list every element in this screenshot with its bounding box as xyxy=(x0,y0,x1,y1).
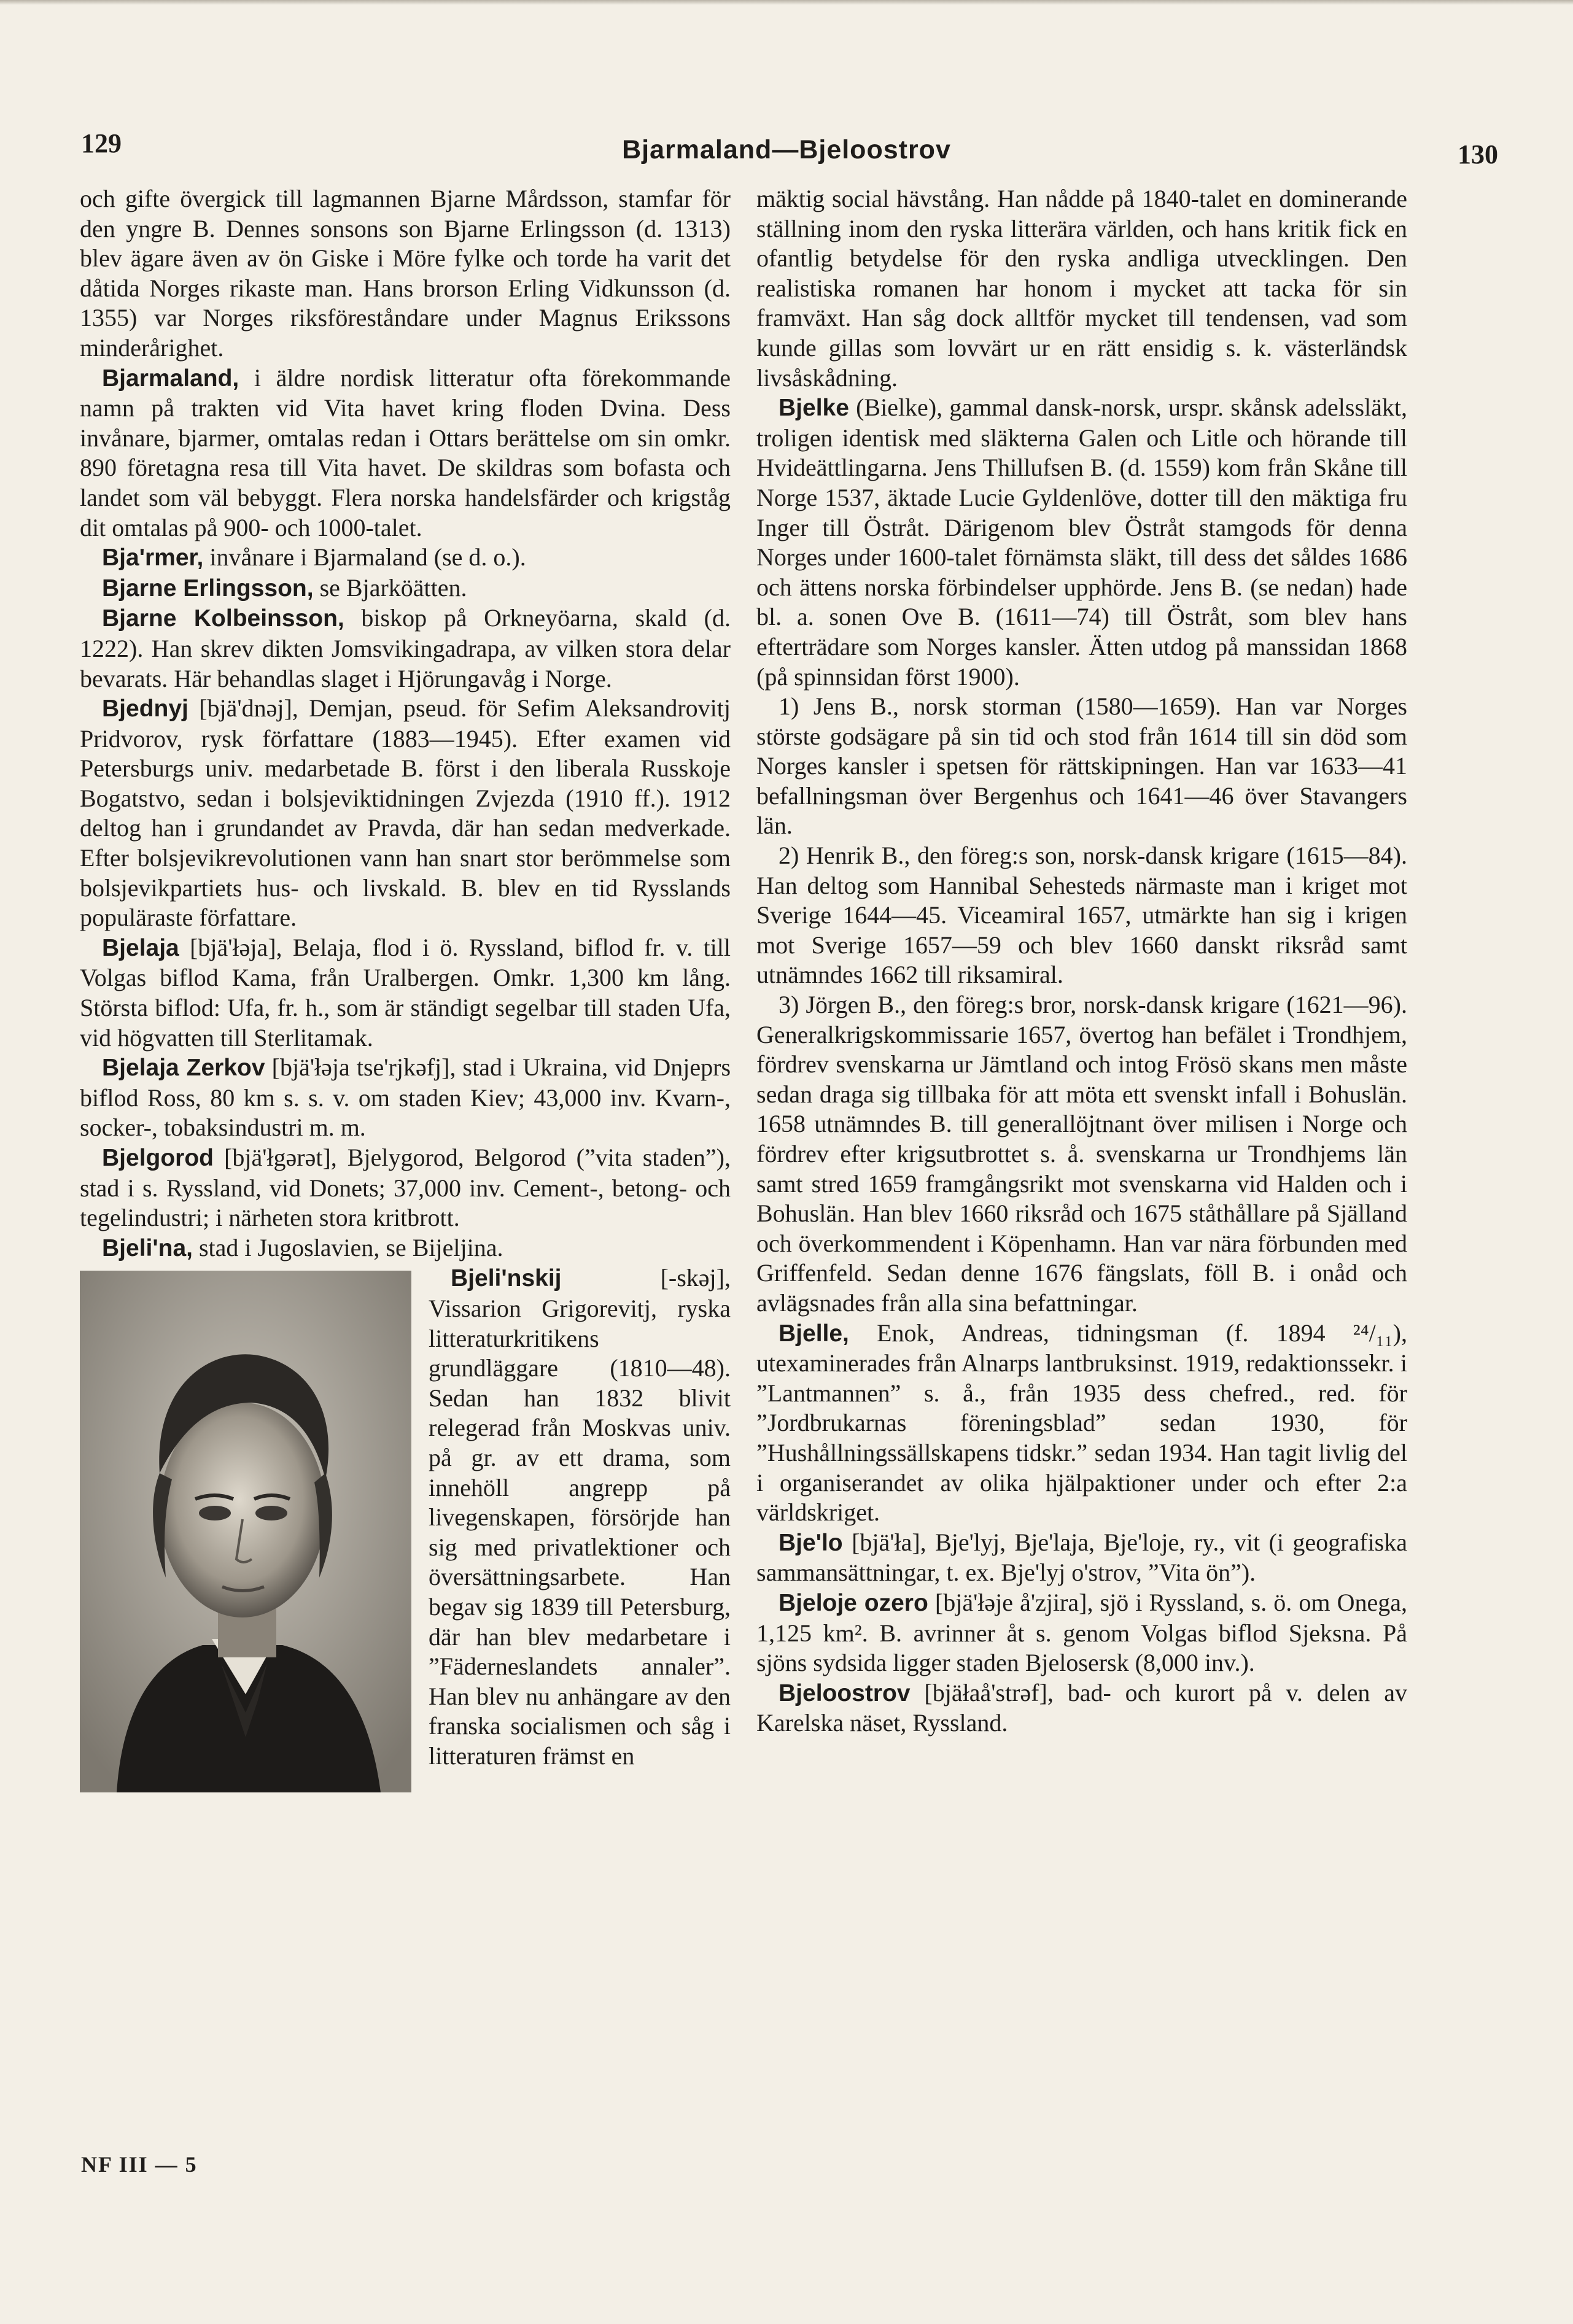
entry-text: Enok, Andreas, tidningsman (f. 1894 ²⁴/₁₁), utexaminerades från Alnarps lantbruksinst. 1919, redaktionssekr. i ”Lantmannen” s. å., från 1935 dess chefred., red. för ”Jordbrukarnas föreningsblad” sedan 1930, för ”Hushållningssällskapens tidskr.” sedan 1934. Han tagit livlig del i organiserandet av olika hjälpaktioner under och efter 2:a världskriget. xyxy=(756,1319,1407,1527)
entry-bjelgorod xyxy=(80,1143,731,1233)
left-column xyxy=(80,184,731,1796)
entry-bjelina xyxy=(80,1233,731,1264)
entry-text: [bjä'dnəj], Demjan, pseud. för Sefim Aleksandrovitj Pridvorov, rysk författare (1883—1945). Efter examen vid Petersburgs univ. medarbetade B. först i den liberala Russkoje Bogatstvo, sedan i bolsjeviktidningen Zvjezda (1910 ff.). 1912 deltog han i grundandet av Pravda, där han sedan medverkade. Efter bolsjevikrevolutionen vann han snart stor berömmelse som bolsjevikpartiets hus- och livskald. B. blev en tid Rysslands populäraste författare. xyxy=(80,694,731,932)
headword: Bjarne Kolbeinsson, xyxy=(102,605,344,632)
headword: Bjelle, xyxy=(779,1320,849,1347)
headword: Bjeloostrov xyxy=(779,1679,911,1706)
entry-continuation: mäktig social hävstång. Han nådde på 1840-talet en dominerande ställning inom den ryska litterära världen, och hans kritik fick en ofantlig betydelse för den ryska andliga utvecklingen. Den realistiska romanen har honom i mycket att tacka för sin framväxt. Han såg dock alltför mycket till tendensen, vad som kunde gillas som lovvärt ur en rätt ensidig s. k. västerländsk livsåskådning. xyxy=(756,185,1407,392)
headword: Bjeli'na, xyxy=(102,1234,193,1261)
entry-bjarne-erlingsson xyxy=(80,573,731,604)
headword: Bjelaja xyxy=(102,934,179,961)
entry-bjarmaland xyxy=(80,363,731,543)
headword: Bjednyj xyxy=(102,695,188,722)
entry-text: [bjä'łəje å'zjira], sjö i Ryssland, s. ö. om Onega, 1,125 km². B. avrinner åt s. genom Volgas biflod Sjeksna. På sjöns sydsida ligger staden Bjelosersk (8,000 inv.). xyxy=(756,1588,1407,1677)
subentry-jorgen: 3) Jörgen B., den föreg:s bror, norsk-dansk krigare (1621—96). Generalkrigskommissarie 1657, övertog han befälet i Trondhjem, fördrev svenskarna ur Jämtland och intog Frösö skans men måste sedan draga sig tillbaka för att möta ett svenskt infall i Bohuslän. 1658 utnämndes B. till generallöjtnant över milisen i Norge och fördrev efter krigsutbrottet s. å. svenskarna ur Trondhjems län samt stred 1659 framgångsrikt mot svenskarna vid Halden och i Bohuslän. Han blev 1660 riksråd och 1675 ståthållare på Själland och överkommendent i Köpenhamn. Han var nära förbunden med Griffenfeld. Sedan denne 1676 fängslats, föll B. i onåd och avlägsnades från alla sina befattningar. xyxy=(756,991,1407,1317)
entry-bjelle xyxy=(756,1319,1407,1528)
headword: Bjelgorod xyxy=(102,1145,214,1171)
entry-text: [-skəj], Vissarion Grigorevitj, ryska litteraturkritikens grundläggare (1810—48). Sedan han 1832 blivit relegerad från Moskvas univ. på gr. av ett drama, som innehöll angrepp på livegenskapen, försörjde han sig med privatlektioner och översättningsarbete. Han begav sig 1839 till Petersburg, där han blev medarbetare i ”Fäderneslandets annaler”. Han blev nu anhängare av den franska socialismen och såg i litteraturen främst en xyxy=(429,1264,731,1770)
entry-text: [bjäłaå'strəf], bad- och kurort på v. delen av Karelska näset, Ryssland. xyxy=(756,1678,1407,1737)
headword: Bje'lo xyxy=(779,1529,843,1556)
entry-text: se Bjarköätten. xyxy=(313,573,467,602)
subentry-jens: 1) Jens B., norsk storman (1580—1659). Han var Norges störste godsägare på sin tid och stod från 1614 till sin död som Norges kansler i spetsen för rättskipningen. Han var 1633—41 befallningsman över Bergenhus och 1641—46 över Stavangers län. xyxy=(756,692,1407,840)
signature-mark: NF III — 5 xyxy=(81,2152,198,2177)
entry-bjeloostrov xyxy=(756,1678,1407,1738)
headword: Bjarne Erlingsson, xyxy=(102,575,314,602)
right-column xyxy=(756,184,1407,1738)
headword: Bjelaja Zerkov xyxy=(102,1055,265,1082)
entry-text: i äldre nordisk litteratur ofta förekommande namn på trakten vid Vita havet kring floden Dvina. Dess invånare, bjarmer, omtalas redan i Ottars berättelse om sin omkr. 890 företagna resa till Vita havet. De skildras som bofasta och landet som väl bebyggt. Flera norska handelsfärder och krigståg dit omtalas på 900- och 1000-talet. xyxy=(80,363,731,541)
page-number-right: 130 xyxy=(1458,139,1498,169)
entry-text: stad i Jugoslavien, se Bijeljina. xyxy=(192,1233,503,1261)
entry-bjarne-kolbeinsson xyxy=(80,603,731,694)
entry-text: [bjä'łəja tse'rjkəfj], stad i Ukraina, vid Dnjeprs biflod Ross, 80 km s. s. v. om staden Kiev; 43,000 inv. Kvarn-, socker-, tobaksindustri m. m. xyxy=(80,1053,731,1142)
entry-bjelaja xyxy=(80,933,731,1053)
entry-bjeloje-ozero xyxy=(756,1588,1407,1678)
entry-text: [bjä'łəja], Belaja, flod i ö. Ryssland, biflod fr. v. till Volgas biflod Kama, från Uralbergen. Omkr. 1,300 km lång. Största biflod: Ufa, fr. h., som är ständigt segelbar till staden Ufa, vid högvatten till Sterlitamak. xyxy=(80,933,731,1052)
entry-bjelke xyxy=(756,393,1407,692)
subentry-henrik: 2) Henrik B., den föreg:s son, norsk-dansk krigare (1615—84). Han deltog som Hannibal Sehesteds närmaste man i kriget mot Sverige 1644—45. Viceamiral 1657, utmärkte han sig i krigen mot Sverige 1657—59 och blev 1660 danskt riksråd samt utnämndes 1662 till riksamiral. xyxy=(756,842,1407,989)
page-top-edge xyxy=(0,0,1573,5)
entry-continuation: och gifte övergick till lagmannen Bjarne Mårdsson, stamfar för den yngre B. Dennes sonsons son Bjarne Erlingsson (d. 1313) blev ägare även av ön Giske i Möre fylke och torde ha varit det dåtida Norges rikaste man. Hans brorson Erling Vidkunsson (d. 1355) var Norges riksföreståndare under Magnus Erikssons minderårighet. xyxy=(80,185,731,362)
entry-bjelaja-zerkov xyxy=(80,1053,731,1143)
headword: Bja'rmer, xyxy=(102,544,204,571)
page-number-left: 129 xyxy=(81,128,122,158)
entry-bjelo xyxy=(756,1528,1407,1588)
entry-bjarmer xyxy=(80,543,731,573)
headword: Bjarmaland, xyxy=(102,365,239,392)
entry-bjednyj xyxy=(80,694,731,933)
headword: Bjeloje ozero xyxy=(779,1589,928,1616)
headword: Bjelke xyxy=(779,395,849,422)
entry-text: [bjä'ła], Bje'lyj, Bje'laja, Bje'loje, ry., vit (i geografiska sammansättningar, t. ex. Bje'lyj o'strov, ”Vita ön”). xyxy=(756,1528,1407,1587)
running-head-title: Bjarmaland—Bjeloostrov xyxy=(622,135,951,165)
entry-text: (Bielke), gammal dansk-norsk, urspr. skånsk adelssläkt, troligen identisk med släkterna Galen och Litle och hörande till Hvideättlingarna. Jens Thillufsen B. (d. 1559) kom från Skåne till Norge 1537, äktade Lucie Gyldenlöve, dotter till den mäktiga fru Inger till Östråt. Därigenom blev Östråt stamgods för denna Norges under 1600-talet förnämsta släkt, till dess det såldes 1686 och ättens norska förbindelser upphörde. Jens B. (se nedan) hade bl. a. sonen Ove B. (1611—74) till Östråt, som blev hans efterträdare som Norges kansler. Ätten utdog på manssidan 1868 (på spinnsidan först 1900). xyxy=(756,393,1407,691)
entry-text: invånare i Bjarmaland (se d. o.). xyxy=(203,543,526,571)
portrait-engraving xyxy=(80,1271,411,1792)
entry-text: [bjä'łgərət], Bjelygorod, Belgorod (”vita staden”), stad i s. Ryssland, vid Donets; 37,000 inv. Cement-, betong- och tegelindustri; i närheten stora kritbrott. xyxy=(80,1144,731,1232)
entry-text: biskop på Orkneyöarna, skald (d. 1222). Han skrev dikten Jomsvikingadrapa, av vilken stora delar bevarats. Här behandlas slaget i Hjörungavåg i Norge. xyxy=(80,604,731,692)
portrait-image xyxy=(80,1271,411,1792)
headword: Bjeli'nskij xyxy=(451,1265,562,1292)
